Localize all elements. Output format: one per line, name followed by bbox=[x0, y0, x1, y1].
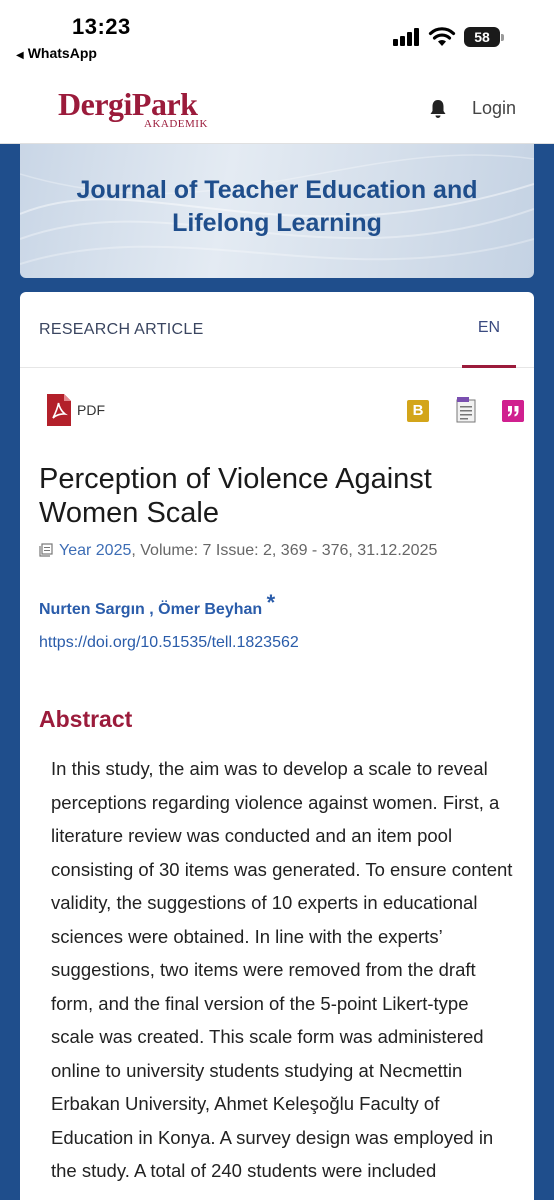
bibtex-icon[interactable]: B bbox=[407, 400, 429, 422]
status-time: 13:23 bbox=[72, 14, 131, 39]
pdf-label: PDF bbox=[77, 402, 105, 418]
logo-main-text: DergiPark bbox=[58, 86, 198, 122]
author-names[interactable]: Nurten Sargın , Ömer Beyhan bbox=[39, 601, 263, 618]
back-app-label: WhatsApp bbox=[27, 45, 97, 61]
back-to-app-link[interactable] bbox=[16, 45, 97, 61]
dergipark-logo[interactable] bbox=[58, 86, 208, 130]
issue-document-icon bbox=[39, 543, 53, 557]
site-header bbox=[0, 72, 554, 144]
journal-title-line1: Journal of Teacher Education and bbox=[76, 176, 478, 204]
cellular-signal-icon bbox=[393, 28, 423, 46]
article-type-label: RESEARCH ARTICLE bbox=[39, 321, 204, 338]
ris-export-icon[interactable] bbox=[456, 397, 476, 423]
abstract-text: In this study, the aim was to develop a scale to reveal perceptions regarding violence against women. First, a literature review was conducted and an item pool consisting of 30 items was generated. To ensure content validity, the suggestions of 10 experts in educational sciences were obtained. In line with the experts’ suggestions, two items were removed from the draft form, and the final version of the 5-point Likert-type scale was created. This scale form was administered online to university students studying at Necmettin Erbakan University, Ahmet Keleşoğlu Faculty of Education in Konya. A survey design was employed in the study. A total of 240 students were included bbox=[51, 758, 513, 1181]
wifi-icon bbox=[428, 26, 456, 48]
logo-sub-text: AKADEMIK bbox=[144, 118, 208, 130]
article-meta bbox=[39, 542, 437, 560]
tab-language-label: EN bbox=[477, 319, 501, 336]
journal-title-line2: Lifelong Learning bbox=[172, 209, 382, 237]
cite-quote-icon[interactable] bbox=[502, 400, 524, 422]
tab-language-en[interactable] bbox=[462, 292, 516, 368]
status-bar bbox=[0, 0, 554, 72]
abstract-heading: Abstract bbox=[39, 706, 133, 732]
journal-title bbox=[20, 174, 534, 240]
article-authors bbox=[39, 590, 275, 619]
notification-bell-icon[interactable] bbox=[428, 98, 448, 120]
pdf-icon bbox=[47, 394, 71, 426]
battery-level: 58 bbox=[474, 29, 490, 45]
login-link[interactable]: Login bbox=[472, 98, 517, 118]
article-title: Perception of Violence Against Women Scale bbox=[39, 463, 432, 529]
article-card bbox=[20, 292, 534, 1200]
battery-icon bbox=[464, 27, 504, 47]
journal-banner[interactable] bbox=[20, 144, 534, 278]
issue-year-link[interactable]: Year 2025 bbox=[59, 542, 132, 559]
issue-details: , Volume: 7 Issue: 2, 369 - 376, 31.12.2025 bbox=[131, 542, 438, 559]
back-triangle-icon: ◀ bbox=[16, 50, 24, 61]
article-tabs bbox=[20, 292, 534, 368]
doi-link[interactable]: https://doi.org/10.51535/tell.1823562 bbox=[39, 634, 299, 651]
corresponding-author-mark: * bbox=[266, 590, 276, 615]
